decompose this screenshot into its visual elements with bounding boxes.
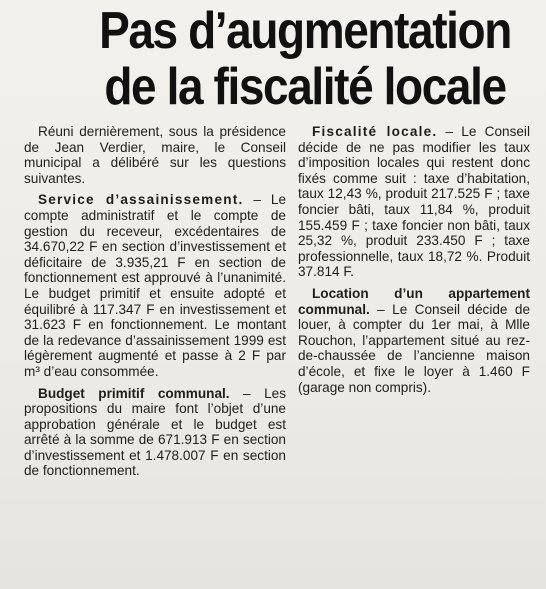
section-assainissement <box>24 192 286 379</box>
intro-paragraph: Réuni dernièrement, sous la présidence de Jean Verdier, maire, le Conseil municipal a délibéré sur les questions suivantes. <box>24 124 286 186</box>
section-fiscalite <box>298 124 530 280</box>
headline-line-1: Pas d’augmentation <box>99 0 511 60</box>
section-body: – Le compte administratif et le compte de gestion du receveur, excédentaires de 34.670,22 F en section d’investissement et déficitaire de 3.935,21 F en section de fonctionnement est approuvé à l’unanimité. Le budget primitif et ensuite adopté et équilibré à 117.347 F en investissement et 31.623 F en fonctionnement. Le montant de la redevance d’assainissement 1999 est légèrement augmenté et passe à 2 F par m³ d’eau consommée. <box>24 192 287 379</box>
section-title: Service d’assainissement. <box>38 192 244 208</box>
section-body: – Le Conseil décide de louer, à compter du 1er mai, à Mlle Rouchon, l’appartement situé au rez-de-chaussée de l’ancienne maison d’école, et fixe le loyer à 1.460 F (garage non compris). <box>298 301 530 395</box>
column-left <box>24 124 286 479</box>
section-body: – Les propositions du maire font l’objet d’une approbation générale et le budget est arrêté à la somme de 671.913 F en section d’investissement et 1.478.007 F en section de fonctionnement. <box>24 385 286 479</box>
section-body: – Le Conseil décide de ne pas modifier les taux d’imposition locales qui restent donc fixés comme suit : taxe d’habitation, taux 12,43 %, produit 217.525 F ; taxe foncier bâti, taux 11,84 %, produit 155.459 F ; taxe foncier non bâti, taux 25,32 %, produit 233.450 F ; taxe professionnelle, taux 18,72 %. Produit 37.814 F. <box>298 124 530 280</box>
section-title: Budget primitif communal. <box>38 385 230 401</box>
section-location <box>298 286 530 395</box>
section-title: Fiscalité locale. <box>312 124 438 139</box>
article-headline <box>70 2 540 114</box>
column-right <box>298 124 530 395</box>
headline-line-2: de la fiscalité locale <box>104 56 506 116</box>
section-budget <box>24 386 286 480</box>
section-title: Location d’un appartement communal. <box>298 285 530 317</box>
